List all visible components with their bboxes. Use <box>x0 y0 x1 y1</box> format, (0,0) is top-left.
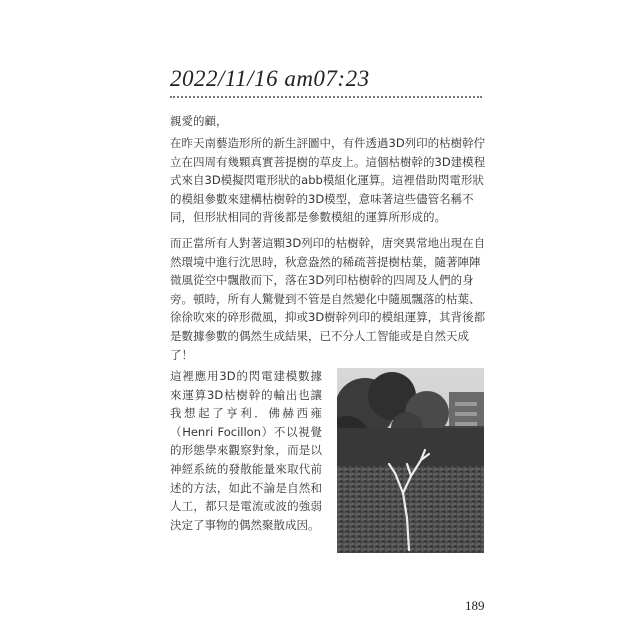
page-number: 189 <box>465 598 485 613</box>
dotted-divider <box>170 96 482 98</box>
salutation: 親愛的顧， <box>170 114 228 128</box>
paragraph-1: 在昨天南藝造形所的新生評圖中，有件透過3D列印的枯樹幹佇立在四周有幾顆真實菩提樹的草皮上。這個枯樹幹的3D建模程式來自3D模擬閃電形狀的abb模組化運算。這裡借助閃電形狀的模組參數來建構枯樹幹的3D模型，意味著這些儘管名稱不同，但形狀相同的背後都是參數模組的運算所形成的。 <box>170 136 486 225</box>
entry-datetime: 2022/11/16 am07:23 <box>170 66 370 91</box>
tree-photo <box>337 368 484 553</box>
paragraph-3: 這裡應用3D的閃電建模數據來運算3D枯樹幹的輸出也讓我想起了亨利．佛赫西雍（Henri Focillon）不以視覺的形態學來觀察對象，而是以神經系統的發散能量來取代前述的方法，如此不論是自然和人工，都只是電流或波的強弱決定了事物的偶然聚散成因。 <box>170 369 322 532</box>
paragraph-2: 而正當所有人對著這顆3D列印的枯樹幹，唐突異常地出現在自然環境中進行沈思時，秋意盎然的稀疏菩提樹枯葉，隨著陣陣微風從空中飄散而下，落在3D列印枯樹幹的四周及人們的身旁。頓時，所有人驚覺到不管是自然變化中隨風飄落的枯葉、徐徐吹來的碎形微風，抑或3D樹幹列印的模組運算，其背後都是數據參數的偶然生成結果，已不分人工智能或是自然天成了！ <box>170 236 486 362</box>
